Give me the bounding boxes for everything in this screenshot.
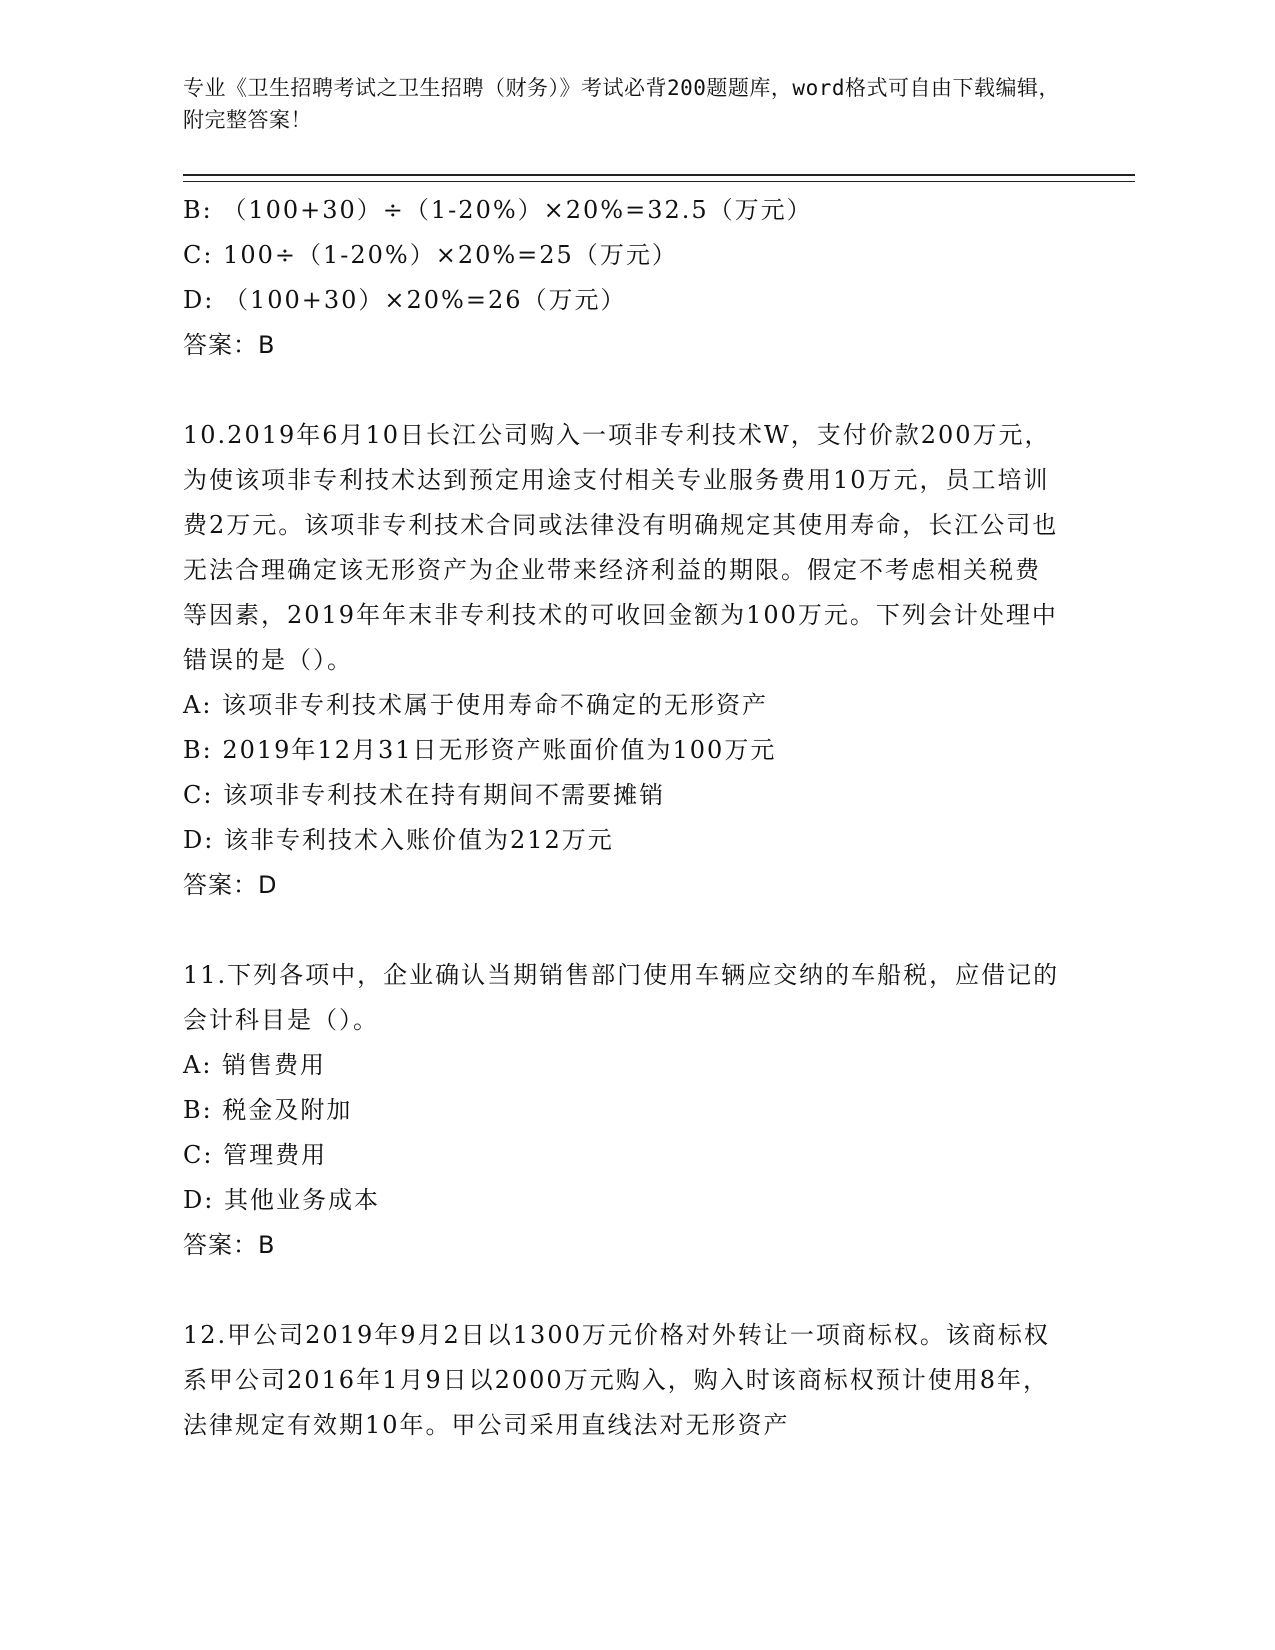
q10-stem: 10.2019年6月10日长江公司购入一项非专利技术W，支付价款200万元，为使该项非专利技术达到预定用途支付相关专业服务费用10万元，员工培训费2万元。该项非专利技术合同或法律没有明确规定其使用寿命，长江公司也无法合理确定该无形资产为企业带来经济利益的期限。假定不考虑相关税费等因素，2019年年末非专利技术的可收回金额为100万元。下列会计处理中错误的是（）。 bbox=[183, 421, 1059, 674]
q11-option-a: A: 销售费用 bbox=[183, 1051, 327, 1079]
q9-answer: 答案：B bbox=[183, 331, 276, 359]
q9-option-d: D: （100+30）×20%=26（万元） bbox=[183, 286, 627, 314]
header-rule-thick bbox=[183, 174, 1135, 176]
spacer bbox=[183, 908, 1063, 953]
q10-option-c: C: 该项非专利技术在持有期间不需要摊销 bbox=[183, 781, 666, 809]
header-rule-thin bbox=[183, 181, 1135, 182]
q11-option-c: C: 管理费用 bbox=[183, 1141, 328, 1169]
document-body bbox=[183, 188, 1063, 1448]
q9-option-c: C: 100÷（1-20%）×20%=25（万元） bbox=[183, 241, 678, 269]
q9-option-b: B: （100+30）÷（1-20%）×20%=32.5（万元） bbox=[183, 196, 813, 224]
page-header: 专业《卫生招聘考试之卫生招聘（财务）》考试必背200题题库，word格式可自由下载编辑，附完整答案！ bbox=[183, 76, 1060, 132]
q10-option-b: B: 2019年12月31日无形资产账面价值为100万元 bbox=[183, 736, 777, 764]
q11-option-b: B: 税金及附加 bbox=[183, 1096, 353, 1124]
q12-stem: 12.甲公司2019年9月2日以1300万元价格对外转让一项商标权。该商标权系甲公司2016年1月9日以2000万元购入，购入时该商标权预计使用8年，法律规定有效期10年。甲公司采用直线法对无形资产 bbox=[183, 1321, 1050, 1439]
spacer bbox=[183, 368, 1063, 413]
spacer bbox=[183, 1268, 1063, 1313]
q10-option-a: A: 该项非专利技术属于使用寿命不确定的无形资产 bbox=[183, 691, 769, 719]
q11-option-d: D: 其他业务成本 bbox=[183, 1186, 380, 1214]
q10-option-d: D: 该非专利技术入账价值为212万元 bbox=[183, 826, 614, 854]
q11-answer: 答案：B bbox=[183, 1231, 276, 1259]
q10-answer: 答案：D bbox=[183, 871, 278, 899]
q11-stem: 11.下列各项中，企业确认当期销售部门使用车辆应交纳的车船税，应借记的会计科目是（）。 bbox=[183, 961, 1060, 1034]
